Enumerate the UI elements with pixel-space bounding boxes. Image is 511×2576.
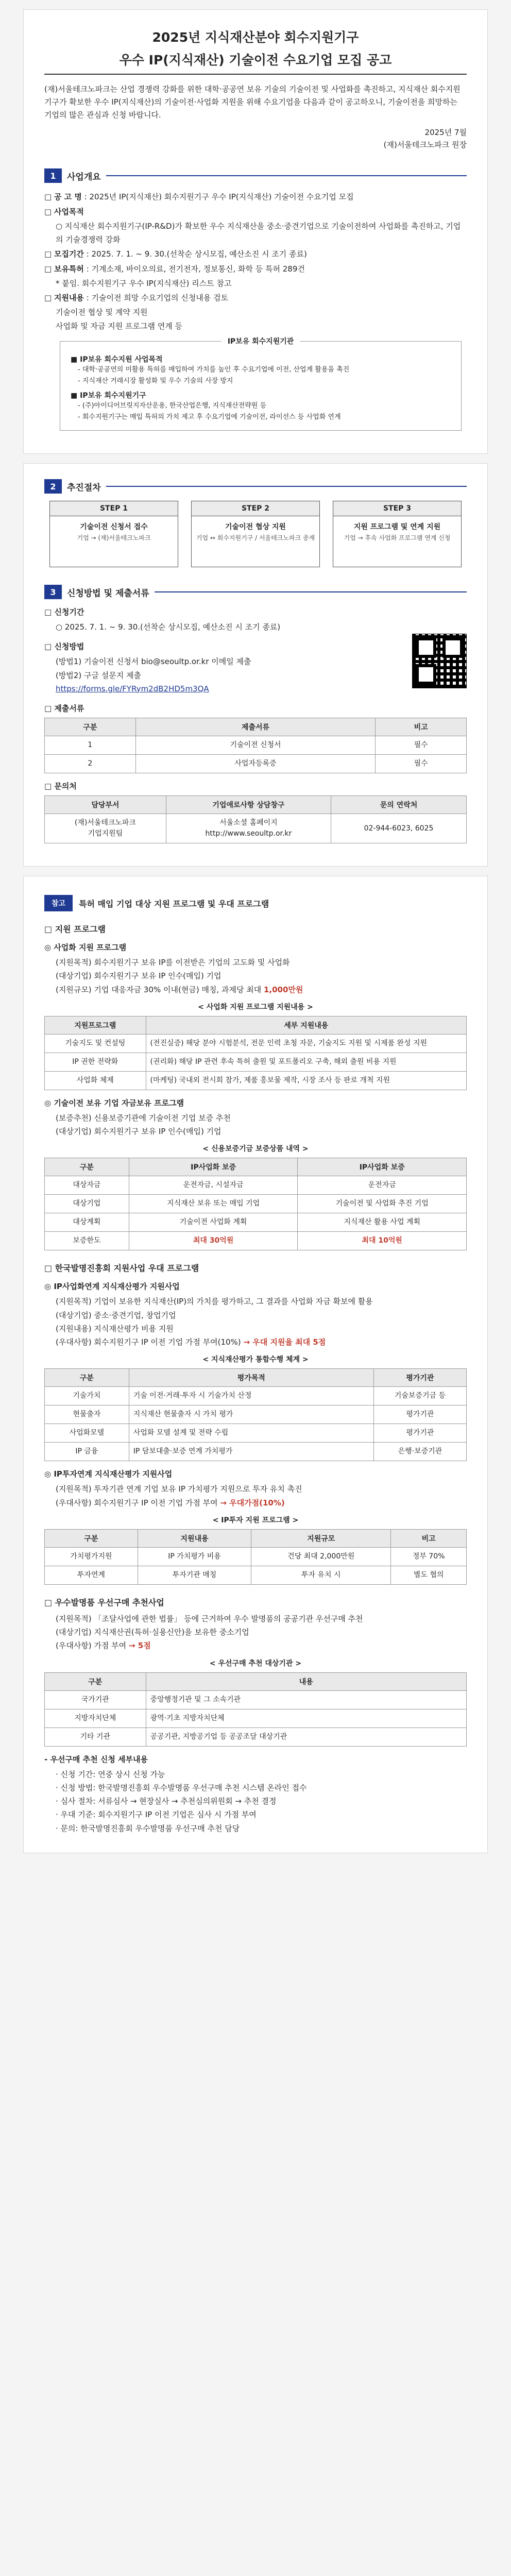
table-row: 국가기관 중앙행정기관 및 그 소속기관 <box>45 1690 467 1709</box>
section-1-number: 1 <box>44 168 62 183</box>
note-line: · 문의: 한국발명진흥회 우수발명품 우선구매 추천 담당 <box>56 1823 240 1833</box>
ip-agency-box <box>60 337 462 431</box>
title-divider <box>44 74 467 75</box>
table-row: 기술가치 기술 이전·거래·투자 시 기술가치 산정 기술보증기금 등 <box>45 1387 467 1405</box>
section-2-title: 추진절차 <box>67 482 101 493</box>
program-table <box>44 1016 467 1090</box>
ref-line: (보증추천) 신용보증기관에 기술이전 기업 보증 추천 <box>56 1113 231 1123</box>
step-main: 기술이전 신청서 접수 <box>80 523 148 532</box>
reference-header <box>44 895 467 911</box>
step-sub: 기업 → (재)서울테크노파크 <box>77 534 151 541</box>
box-group-title: ■ IP보유 회수지원기구 <box>71 391 146 400</box>
ref-line: (지원목적) 「조달사업에 관한 법률」 등에 근거하여 우수 발명품의 공공기관 우선구매 추천 <box>56 1614 363 1623</box>
period-head: □ 신청기간 <box>44 607 84 617</box>
date-org <box>44 126 467 151</box>
section-1-header <box>44 168 467 183</box>
box-line: - 지식재산 거래시장 활성화 및 우수 기술의 사장 방지 <box>78 377 233 385</box>
step-sub: 기업 → 후속 사업화 프로그램 연계 신청 <box>344 534 451 541</box>
overview-item: □ 공 고 명 : 2025년 IP(지식재산) 회수지원기구 우수 IP(지식재산) 기술이전 수요기업 모집 <box>44 192 354 202</box>
note-line: · 우대 기준: 회수지원기구 IP 이전 기업은 심사 시 가점 부여 <box>56 1810 257 1820</box>
ref-line: (대상기업) 지식재산권(특허·실용신안)을 보유한 중소기업 <box>56 1628 249 1637</box>
box-line: - 회수지원기구는 매입 특허의 가치 제고 후 수요기업에 기술이전, 라이선스 등 사업화 연계 <box>78 413 341 421</box>
docs-table <box>44 718 467 773</box>
ref-line: (대상기업) 회수지원기구 보유 IP 인수(매입) 기업 <box>56 971 222 981</box>
procedure-panel <box>23 463 488 867</box>
ip-invest-table <box>44 1529 467 1585</box>
ref-line: (지원목적) 기업이 보유한 지식재산(IP)의 가치를 평가하고, 그 결과를 사업화 자금 확보에 활용 <box>56 1297 373 1307</box>
step-card <box>49 501 178 567</box>
step-card <box>191 501 320 567</box>
section-divider <box>106 175 467 176</box>
ref-head-3: □ 우수발명품 우선구매 추천사업 <box>44 1597 164 1607</box>
method-row <box>44 634 467 696</box>
table-row: 대상계획 기술이전 사업화 계획 지식재산 활용 사업 계획 <box>45 1213 467 1232</box>
announce-date: 2025년 7월 <box>424 128 467 138</box>
box-line: - (주)아이디어브릿지자산운용, 한국산업은행, 지식재산전략원 등 <box>78 401 267 410</box>
ref-head-1: □ 지원 프로그램 <box>44 924 106 935</box>
step-head: STEP 2 <box>192 501 319 516</box>
table-row: IP 금융 IP 담보대출·보증 연계 가치평가 은행·보증기관 <box>45 1443 467 1461</box>
period-text: ○ 2025. 7. 1. ~ 9. 30.(선착순 상시모집, 예산소진 시 조기 종료) <box>56 622 281 632</box>
overview-subitem: 기술이전 협상 및 계약 지원 <box>56 308 148 317</box>
title-line-2: 우수 IP(지식재산) 기술이전 수요기업 모집 공고 <box>119 53 392 67</box>
table-header-row: 구분 제출서류 비고 <box>45 718 467 736</box>
table-row: 사업화 체제 (마케팅) 국내외 전시회 참가, 제품 홍보물 제작, 시장 조사 등 판로 개척 지원 <box>45 1071 467 1090</box>
table-row: 대상자금 운전자금, 시설자금 운전자금 <box>45 1176 467 1195</box>
table-row: 투자연계 투자기관 매칭 투자 유치 시 별도 협의 <box>45 1566 467 1584</box>
table-caption: < 사업화 지원 프로그램 지원내용 > <box>198 1003 313 1011</box>
note-line: · 신청 방법: 한국발명진흥회 우수발명품 우선구매 추천 시스템 온라인 접수 <box>56 1783 307 1792</box>
section-1-title: 사업개요 <box>67 172 101 182</box>
ref-head-2: □ 한국발명진흥회 지원사업 우대 프로그램 <box>44 1263 199 1274</box>
section-3-header <box>44 585 467 599</box>
table-header-row: 담당부서 기업애로사항 상담창구 문의 연락처 <box>45 796 467 814</box>
overview-item: □ 사업목적 <box>44 207 84 216</box>
section-divider <box>155 591 467 592</box>
ref-head-1b: ◎ 기술이전 보유 기업 자금보유 프로그램 <box>44 1098 184 1108</box>
table-row: (재)서울테크노파크 기업지원팀 서울소셜 홈페이지 http://www.seoultp.or.kr 02-944-6023, 6025 <box>45 814 467 843</box>
table-row: 1 기술이전 신청서 필수 <box>45 736 467 755</box>
table-row: IP 권한 전략화 (권리화) 해당 IP 관련 후속 특허 출원 및 포트폴리오 구축, 해외 출원 비용 지원 <box>45 1053 467 1071</box>
table-row: 보증한도 최대 30억원 최대 10억원 <box>45 1232 467 1250</box>
table-row: 기타 기관 공공기관, 지방공기업 등 공공조달 대상기관 <box>45 1727 467 1746</box>
reference-tag: 참고 <box>44 895 73 911</box>
qr-code-icon <box>412 634 467 688</box>
table-row: 기술지도 및 컨설팅 (전진실증) 해당 분야 시험분석, 전문 인력 초청 자문, 기술지도 지원 및 시제품 완성 지원 <box>45 1034 467 1053</box>
section-3-title: 신청방법 및 제출서류 <box>67 588 149 599</box>
reference-panel <box>23 876 488 1853</box>
table-row: 2 사업자등록증 필수 <box>45 755 467 773</box>
box-title: IP보유 회수지원기관 <box>222 336 300 346</box>
guarantee-table <box>44 1158 467 1250</box>
box-group-title: ■ IP보유 회수지원 사업목적 <box>71 355 163 364</box>
overview-item: □ 지원내용 : 기술이전 희망 수요기업의 신청내용 검토 <box>44 293 228 302</box>
document-page <box>23 9 488 1853</box>
announcement-panel <box>23 9 488 454</box>
purchase-table <box>44 1672 467 1747</box>
ref-line: (지원내용) 지식재산평가 비용 지원 <box>56 1324 174 1333</box>
method-2: (방법2) 구글 설문지 제출 <box>56 670 141 680</box>
step-main: 기술이전 협상 지원 <box>225 523 286 532</box>
ref-line: (지원목적) 투자기관 연계 기업 보유 IP 가치평가 지원으로 투자 유치 촉진 <box>56 1484 302 1494</box>
table-caption: < IP투자 지원 프로그램 > <box>212 1516 299 1524</box>
ref-head-3a: - 우선구매 추천 신청 세부내용 <box>44 1754 148 1764</box>
procedure-steps <box>49 501 462 567</box>
evaluation-table <box>44 1368 467 1461</box>
overview-item: □ 보유특허 : 기계소재, 바이오의료, 전기전자, 정보통신, 화학 등 특허 289건 <box>44 264 305 274</box>
note-line: · 신청 기간: 연중 상시 신청 가능 <box>56 1769 165 1779</box>
section-2-header <box>44 479 467 494</box>
announce-org: (재)서울테크노파크 원장 <box>383 140 467 150</box>
method-1: (방법1) 기술이전 신청서 bio@seoultp.or.kr 이메일 제출 <box>56 657 251 667</box>
step-head: STEP 1 <box>50 501 178 516</box>
table-header-row: 구분 IP사업화 보증 IP사업화 보증 <box>45 1158 467 1176</box>
contact-head: □ 문의처 <box>44 782 77 791</box>
step-main: 지원 프로그램 및 연계 지원 <box>353 523 441 532</box>
ref-line: (대상기업) 중소·중견기업, 창업기업 <box>56 1310 176 1320</box>
title-line-1: 2025년 지식재산분야 회수지원기구 <box>152 30 359 45</box>
overview-subitem: ○ 지식재산 회수지원기구(IP-R&D)가 확보한 우수 지식재산을 중소·중견기업으로 기술이전하여 사업화를 촉진하고, 기업의 기술경쟁력 강화 <box>56 221 461 244</box>
ref-line: (우대사항) 가점 부여 → 5점 <box>56 1641 151 1651</box>
table-caption: < 지식재산평가 통합수행 체계 > <box>202 1355 309 1364</box>
table-caption: < 우선구매 추천 대상기관 > <box>209 1659 302 1668</box>
table-caption: < 신용보증기금 보증상품 내역 > <box>202 1145 309 1154</box>
box-line: - 대학·공공연의 미활용 특허를 매입하여 가치를 높인 후 수요기업에 이전, 산업계 활용을 촉진 <box>78 365 350 374</box>
overview-subitem: * 붙임. 회수지원기구 우수 IP(지식재산) 리스트 참고 <box>56 278 232 288</box>
table-row: 지방자치단체 광역·기초 지방자치단체 <box>45 1709 467 1727</box>
table-header-row: 구분 지원내용 지원규모 비고 <box>45 1529 467 1547</box>
ref-line: (지원목적) 회수지원기구 보유 IP를 이전받은 기업의 고도화 및 사업화 <box>56 958 290 968</box>
section-1-items <box>44 190 467 333</box>
section-2-number: 2 <box>44 479 62 494</box>
reference-title: 특허 매입 기업 대상 지원 프로그램 및 우대 프로그램 <box>79 899 269 909</box>
google-form-link[interactable]: https://forms.gle/FYRym2dB2HD5m3QA <box>56 684 209 693</box>
contact-table <box>44 795 467 843</box>
step-head: STEP 3 <box>333 501 461 516</box>
step-sub: 기업 ↔ 회수지원기구 / 서울테크노파크 중재 <box>196 534 315 541</box>
ref-line: (우대사항) 회수지원기구 IP 이전 기업 가점 부여 → 우대가점(10%) <box>56 1498 285 1507</box>
table-row: 대상기업 지식재산 보유 또는 매입 기업 기술이전 및 사업화 추진 기업 <box>45 1195 467 1213</box>
intro-paragraph: (재)서울테크노파크는 산업 경쟁력 강화를 위한 대학·공공연 보유 기술의 기술이전 및 사업화를 촉진하고, 지식재산 회수지원기구가 확보한 우수 IP(지식재산)의 기술이전·사업화 지원을 위해 수요기업을 다음과 같이 공고하오니, 기술이전을 희망하는 기업의 많은 관심과 신청 바랍니다. <box>44 84 461 120</box>
ref-head-2b: ◎ IP투자연계 지식재산평가 지원사업 <box>44 1469 173 1479</box>
ref-head-2a: ◎ IP사업화연계 지식재산평가 지원사업 <box>44 1282 180 1292</box>
table-header-row: 지원프로그램 세부 지원내용 <box>45 1016 467 1034</box>
ref-head-1a: ◎ 사업화 지원 프로그램 <box>44 943 127 953</box>
table-row: 사업화모델 사업화 모델 설계 및 전략 수립 평가기관 <box>45 1424 467 1443</box>
step-card <box>333 501 462 567</box>
table-row: 현물출자 지식재산 현물출자 시 가치 평가 평가기관 <box>45 1405 467 1424</box>
table-row: 가치평가지원 IP 가치평가 비용 건당 최대 2,000만원 정부 70% <box>45 1547 467 1566</box>
note-line: · 심사 절차: 서류심사 → 현장실사 → 추천심의위원회 → 추천 결정 <box>56 1797 277 1806</box>
ref-line: (대상기업) 회수지원기구 보유 IP 인수(매입) 기업 <box>56 1127 222 1137</box>
method-head: □ 신청방법 <box>44 642 84 652</box>
title-block <box>44 27 467 75</box>
ref-line: (지원규모) 기업 대응자금 30% 이내(현금) 매칭, 과제당 최대 1,000만원 <box>56 985 303 994</box>
overview-subitem: 사업화 및 자금 지원 프로그램 연계 등 <box>56 321 182 331</box>
table-header-row: 구분 내용 <box>45 1672 467 1690</box>
overview-item: □ 모집기간 : 2025. 7. 1. ~ 9. 30.(선착순 상시모집, 예산소진 시 조기 종료) <box>44 249 307 259</box>
section-divider <box>106 486 467 487</box>
table-header-row: 구분 평가목적 평가기관 <box>45 1369 467 1387</box>
section-3-number: 3 <box>44 585 62 599</box>
ref-line: (우대사항) 회수지원기구 IP 이전 기업 가점 부여(10%) → 우대 지원율 최대 5점 <box>56 1337 326 1347</box>
docs-head: □ 제출서류 <box>44 704 84 714</box>
